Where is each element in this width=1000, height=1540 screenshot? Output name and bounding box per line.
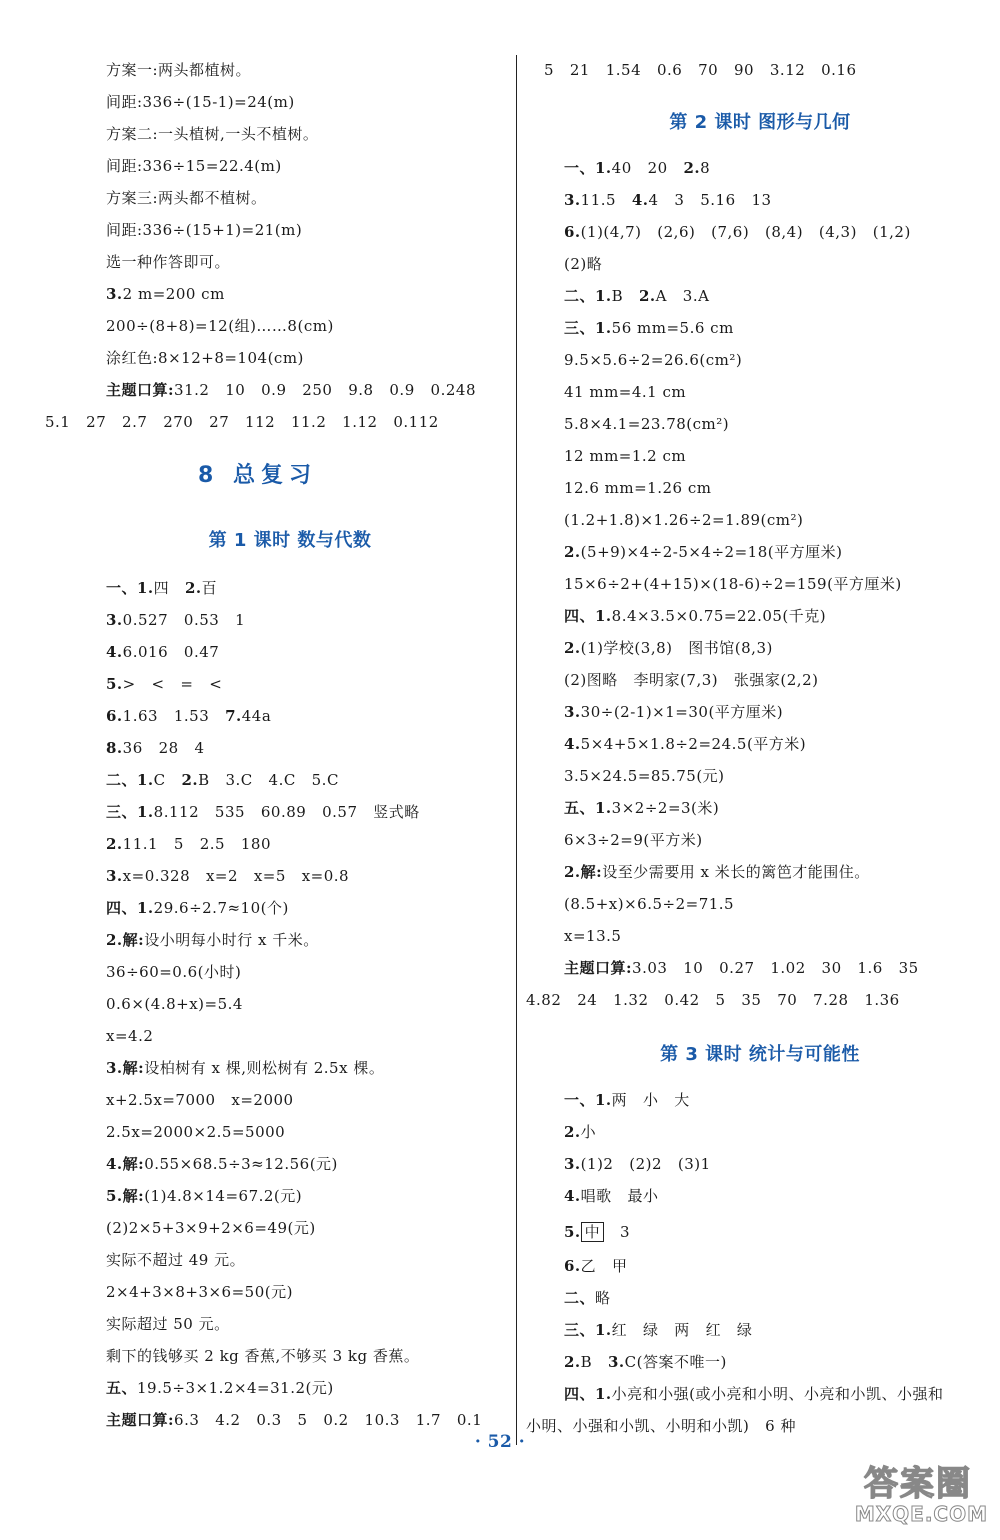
- answer-line: [106, 834, 271, 854]
- answer-text: 小亮和小强(或小亮和小明、小亮和小凯、小强和: [611, 1385, 944, 1403]
- answer-text: x=13.5: [564, 927, 622, 945]
- answer-line: [526, 990, 900, 1010]
- answer-line: [564, 862, 870, 882]
- answer-text: 四: [153, 579, 185, 597]
- page-number: · 52 ·: [474, 1432, 526, 1452]
- column-divider: [516, 55, 517, 1445]
- question-number: 3.: [106, 611, 123, 629]
- question-number: 4.: [564, 735, 581, 753]
- answer-text: 6×3÷2=9(平方米): [564, 831, 703, 849]
- answer-line: [564, 542, 842, 562]
- question-number: 2.: [564, 543, 581, 561]
- answer-text: 百: [201, 579, 218, 597]
- answer-text: 8.112 535 60.89 0.57 竖式略: [153, 803, 420, 821]
- question-number: 2.解:: [564, 863, 603, 881]
- answer-line: [564, 830, 703, 850]
- answer-text: 3×2÷2=3(米): [611, 799, 720, 817]
- answer-text: x=4.2: [106, 1027, 154, 1045]
- answer-line: [564, 958, 919, 978]
- question-number: 7.: [225, 707, 242, 725]
- answer-line: [564, 318, 734, 338]
- answer-text: 0.6×(4.8+x)=5.4: [106, 995, 243, 1013]
- answer-text: 涂红色:8×12+8=104(cm): [106, 349, 304, 367]
- answer-text: 0.55×68.5÷3≈12.56(元): [144, 1155, 338, 1173]
- question-number: 四、1.: [564, 607, 612, 625]
- question-number: 4.: [631, 191, 649, 209]
- watermark-text: 答案圈: [864, 1464, 972, 1504]
- answer-line: [564, 574, 902, 594]
- answer-text: 36 28 4: [122, 739, 205, 757]
- answer-text: x=0.328 x=2 x=5 x=0.8: [122, 867, 350, 885]
- answer-line: [564, 190, 772, 210]
- answer-text: 3.03 10 0.27 1.02 30 1.6 35: [632, 959, 919, 977]
- answer-text: (2)2×5+3×9+2×6=49(元): [106, 1219, 316, 1237]
- answer-line: [106, 994, 243, 1014]
- answer-text: B: [580, 1353, 608, 1371]
- question-number: 3.: [564, 703, 581, 721]
- answer-text: 间距:336÷(15-1)=24(m): [106, 93, 295, 111]
- answer-line: [106, 188, 267, 208]
- answer-line: [106, 252, 230, 272]
- question-number: 2.解:: [106, 931, 145, 949]
- question-number: 四、1.: [106, 899, 154, 917]
- answer-text: 19.5÷3×1.2×4=31.2(元): [137, 1379, 334, 1397]
- answer-line: [564, 670, 818, 690]
- answer-line: [106, 284, 225, 304]
- question-number: 6.: [106, 707, 123, 725]
- answer-line: [564, 606, 826, 626]
- answer-line: [564, 1288, 611, 1308]
- answer-text: 红 绿 两 红 绿: [611, 1321, 753, 1339]
- answer-text: 实际超过 50 元。: [106, 1315, 230, 1333]
- answer-line: [106, 770, 339, 790]
- question-number: 2.: [639, 287, 656, 305]
- question-number: 5.: [564, 1223, 581, 1241]
- answer-line: [564, 158, 710, 178]
- question-number: 6.: [564, 223, 581, 241]
- answer-text: 2×4+3×8+3×6=50(元): [106, 1283, 293, 1301]
- answer-text: 方案三:两头都不植树。: [106, 189, 267, 207]
- answer-text: 12.6 mm=1.26 cm: [564, 479, 712, 497]
- answer-text: 小明、小强和小凯、小明和小凯) 6 种: [526, 1417, 796, 1435]
- question-number: 3.: [608, 1353, 625, 1371]
- lesson-heading: 第 1 课时 数与代数: [208, 530, 372, 551]
- question-number: 8.: [106, 739, 123, 757]
- answer-text: 3: [604, 1223, 631, 1241]
- answer-line: [106, 92, 295, 112]
- answer-line: [106, 1026, 153, 1046]
- answer-line: [564, 1384, 944, 1404]
- answer-text: 29.6÷2.7≈10(个): [153, 899, 289, 917]
- answer-text: 选一种作答即可。: [106, 253, 231, 271]
- answer-text: (1)4.8×14=67.2(元): [144, 1187, 303, 1205]
- question-number: 二、1.: [564, 287, 612, 305]
- answer-text: (8.5+x)×6.5÷2=71.5: [564, 895, 735, 913]
- answer-text: 15×6÷2+(4+15)×(18-6)÷2=159(平方厘米): [564, 575, 902, 593]
- question-number: 三、1.: [564, 319, 612, 337]
- question-number: 五、: [106, 1379, 138, 1397]
- answer-line: [106, 1218, 316, 1238]
- answer-line: [564, 350, 742, 370]
- answer-line: [564, 798, 719, 818]
- answer-text: 41 mm=4.1 cm: [564, 383, 687, 401]
- answer-line: [106, 1154, 338, 1174]
- answer-text: 40 20: [611, 159, 684, 177]
- question-number: 6.: [564, 1257, 581, 1275]
- chapter-heading: 8 总复习: [198, 463, 317, 488]
- question-number: 一、1.: [106, 579, 154, 597]
- answer-text: 小: [580, 1123, 597, 1141]
- answer-text: 0.527 0.53 1: [122, 611, 246, 629]
- answer-text: 方案二:一头植树,一头不植树。: [106, 125, 319, 143]
- answer-text: 乙 甲: [580, 1257, 628, 1275]
- answer-text: (1)(4,7) (2,6) (7,6) (8,4) (4,3) (1,2): [580, 223, 911, 241]
- answer-line: [564, 1154, 711, 1174]
- answer-line: [106, 1378, 334, 1398]
- answer-text: A 3.A: [655, 287, 710, 305]
- answer-text: 方案一:两头都植树。: [106, 61, 252, 79]
- boxed-answer: 中: [581, 1222, 605, 1242]
- answer-text: 2.5x=2000×2.5=5000: [106, 1123, 286, 1141]
- watermark-url: MXQE.COM: [854, 1502, 988, 1526]
- question-number: 二、1.: [106, 771, 154, 789]
- question-number: 主题口算:: [564, 959, 633, 977]
- answer-line: [106, 962, 241, 982]
- answer-line: [106, 1090, 294, 1110]
- answer-text: 实际不超过 49 元。: [106, 1251, 246, 1269]
- answer-text: (1)2 (2)2 (3)1: [580, 1155, 711, 1173]
- answer-text: > < = <: [122, 675, 223, 693]
- lesson-heading: 第 2 课时 图形与几何: [669, 112, 851, 133]
- answer-line: [564, 478, 711, 498]
- answer-line: [564, 734, 806, 754]
- answer-text: 2 m=200 cm: [122, 285, 225, 303]
- answer-text: 剩下的钱够买 2 kg 香蕉,不够买 3 kg 香蕉。: [106, 1347, 420, 1365]
- answer-line: [106, 930, 319, 950]
- question-number: 二、: [564, 1289, 596, 1307]
- answer-line: [106, 156, 282, 176]
- answer-line: [106, 1282, 293, 1302]
- watermark-logo: [822, 1454, 992, 1534]
- answer-text: 5×4+5×1.8÷2=24.5(平方米): [580, 735, 807, 753]
- answer-line: [106, 706, 271, 726]
- answer-line: [106, 1346, 419, 1366]
- answer-line: [106, 642, 219, 662]
- answer-line: [106, 1410, 482, 1430]
- answer-line: 5 21 1.54 0.6 70 90 3.12 0.16: [544, 61, 857, 79]
- answer-text: 36÷60=0.6(小时): [106, 963, 242, 981]
- answer-text: (2)图略 李明家(7,3) 张强家(2,2): [564, 671, 819, 689]
- answer-line: [106, 1314, 230, 1334]
- answer-text: 11.5: [580, 191, 632, 209]
- answer-text: 30÷(2-1)×1=30(平方厘米): [580, 703, 784, 721]
- question-number: 2.: [564, 639, 581, 657]
- answer-line: [564, 638, 773, 658]
- answer-line: [564, 1090, 690, 1110]
- answer-text: 略: [595, 1289, 611, 1307]
- answer-text: 设柏树有 x 棵,则松树有 2.5x 棵。: [144, 1059, 385, 1077]
- question-number: 4.: [106, 643, 123, 661]
- answer-line: [564, 286, 709, 306]
- answer-text: 12 mm=1.2 cm: [564, 447, 687, 465]
- answer-text: 44a: [241, 707, 272, 725]
- question-number: 3.: [564, 191, 581, 209]
- answer-line: [564, 1320, 752, 1340]
- answer-line: [106, 898, 289, 918]
- question-number: 5.解:: [106, 1187, 145, 1205]
- answer-text: 8.4×3.5×0.75=22.05(千克): [611, 607, 827, 625]
- answer-text: 6.016 0.47: [122, 643, 220, 661]
- answer-line: [106, 674, 222, 694]
- answer-line: [564, 1256, 627, 1276]
- answer-text: 56 mm=5.6 cm: [611, 319, 734, 337]
- answer-text: 5.1 27 2.7 270 27 112 11.2 1.12 0.112: [45, 413, 439, 431]
- answer-line: [564, 254, 602, 274]
- answer-text: B 3.C 4.C 5.C: [198, 771, 339, 789]
- answer-text: 两 小 大: [611, 1091, 690, 1109]
- answer-text: (1.2+1.8)×1.26÷2=1.89(cm²): [564, 511, 804, 529]
- answer-line: [564, 446, 686, 466]
- question-number: 一、1.: [564, 159, 612, 177]
- answer-text: 1.63 1.53: [122, 707, 226, 725]
- answer-line: [564, 510, 803, 530]
- question-number: 4.解:: [106, 1155, 145, 1173]
- question-number: 3.: [106, 285, 123, 303]
- answer-text: 11.1 5 2.5 180: [122, 835, 272, 853]
- question-number: 4.: [564, 1187, 581, 1205]
- answer-line: [106, 380, 476, 400]
- answer-line: [106, 738, 205, 758]
- answer-line: [564, 1222, 630, 1242]
- answer-line: [106, 866, 349, 886]
- answer-line: [106, 578, 217, 598]
- answer-line: [564, 894, 734, 914]
- question-number: 2.: [184, 579, 202, 597]
- question-number: 3.: [564, 1155, 581, 1173]
- answer-text: 间距:336÷(15+1)=21(m): [106, 221, 303, 239]
- answer-line: [564, 382, 686, 402]
- question-number: 3.解:: [106, 1059, 145, 1077]
- answer-line: [106, 802, 420, 822]
- answer-text: 唱歌 最小: [580, 1187, 659, 1205]
- answer-text: B: [611, 287, 639, 305]
- question-number: 三、1.: [106, 803, 154, 821]
- answer-line: [564, 1352, 727, 1372]
- answer-text: 8: [700, 159, 711, 177]
- question-number: 2.: [106, 835, 123, 853]
- question-number: 2.: [564, 1123, 581, 1141]
- answer-text: (5+9)×4÷2-5×4÷2=18(平方厘米): [580, 543, 843, 561]
- answer-line: [106, 610, 245, 630]
- answer-text: C: [153, 771, 182, 789]
- answer-line: [106, 220, 302, 240]
- answer-line: [106, 348, 304, 368]
- lesson-heading: 第 3 课时 统计与可能性: [660, 1044, 860, 1065]
- answer-line: [564, 1186, 658, 1206]
- answer-text: 200÷(8+8)=12(组)……8(cm): [106, 317, 334, 335]
- answer-text: 9.5×5.6÷2=26.6(cm²): [564, 351, 743, 369]
- answer-text: 5.8×4.1=23.78(cm²): [564, 415, 730, 433]
- answer-line: [564, 414, 729, 434]
- question-number: 三、1.: [564, 1321, 612, 1339]
- question-number: 四、1.: [564, 1385, 612, 1403]
- question-number: 一、1.: [564, 1091, 612, 1109]
- question-number: 2.: [564, 1353, 581, 1371]
- answer-text: 设至少需要用 x 米长的篱笆才能围住。: [602, 863, 870, 881]
- answer-line: [106, 1186, 302, 1206]
- question-number: 5.: [106, 675, 123, 693]
- answer-text: (2)略: [564, 255, 603, 273]
- answer-text: 3.5×24.5=85.75(元): [564, 767, 725, 785]
- answer-line: [564, 766, 725, 786]
- question-number: 2.: [683, 159, 701, 177]
- answer-line: [106, 1058, 384, 1078]
- answer-line: [564, 222, 911, 242]
- answer-line: [564, 1122, 596, 1142]
- question-number: 五、1.: [564, 799, 612, 817]
- answer-text: 6.3 4.2 0.3 5 0.2 10.3 1.7 0.1: [174, 1411, 483, 1429]
- answer-line: [106, 316, 334, 336]
- answer-line: [106, 124, 318, 144]
- answer-text: C(答案不唯一): [624, 1353, 727, 1371]
- answer-line: [564, 702, 783, 722]
- answer-text: 间距:336÷15=22.4(m): [106, 157, 282, 175]
- answer-text: 4 3 5.16 13: [648, 191, 772, 209]
- question-number: 主题口算:: [106, 1411, 175, 1429]
- answer-line: [106, 60, 251, 80]
- answer-text: 4.82 24 1.32 0.42 5 35 70 7.28 1.36: [526, 991, 900, 1009]
- answer-text: 设小明每小时行 x 千米。: [144, 931, 319, 949]
- answer-text: x+2.5x=7000 x=2000: [106, 1091, 294, 1109]
- question-number: 3.: [106, 867, 123, 885]
- answer-text: (1)学校(3,8) 图书馆(8,3): [580, 639, 773, 657]
- answer-line: [106, 1250, 245, 1270]
- answer-line: [45, 412, 439, 432]
- answer-line: [106, 1122, 285, 1142]
- question-number: 2.: [181, 771, 199, 789]
- answer-text: 31.2 10 0.9 250 9.8 0.9 0.248: [174, 381, 476, 399]
- question-number: 主题口算:: [106, 381, 175, 399]
- answer-line: [564, 926, 621, 946]
